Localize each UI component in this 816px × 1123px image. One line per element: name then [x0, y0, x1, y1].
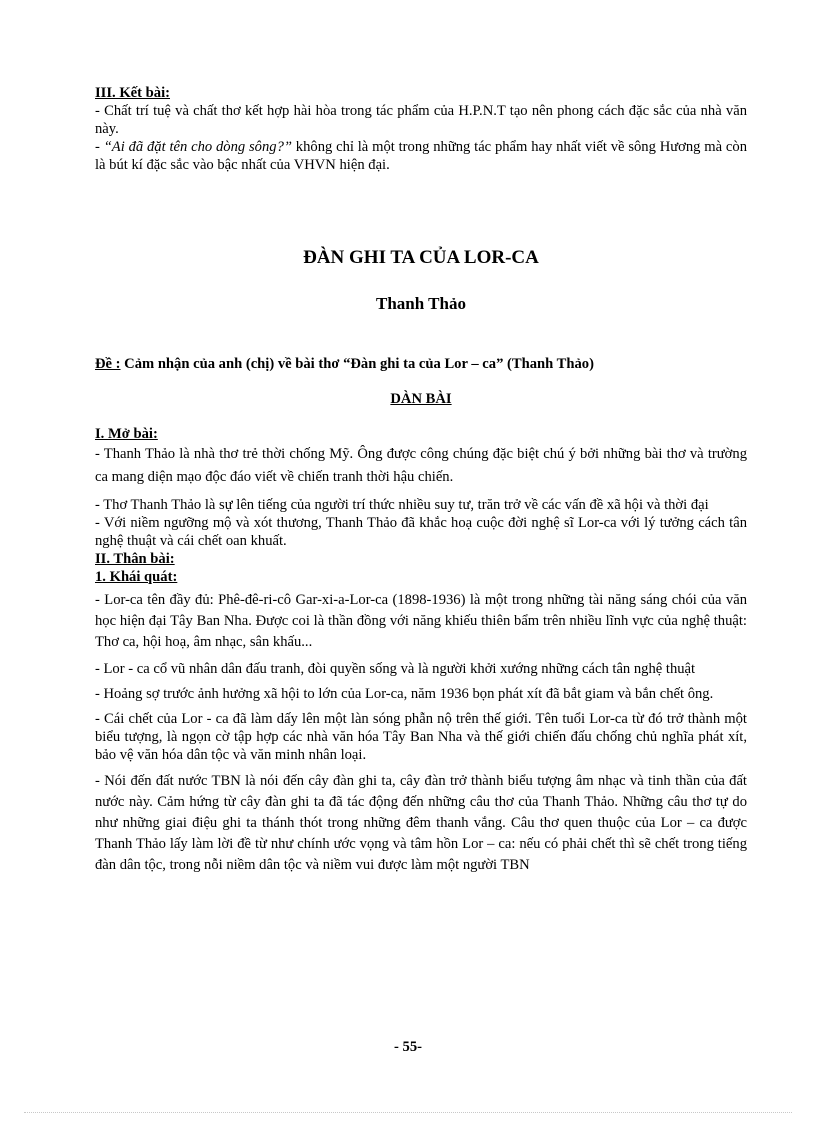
- than-bai-heading: II. Thân bài:: [95, 551, 175, 567]
- than-bai-item: - Lor - ca cổ vũ nhân dân đấu tranh, đòi quyền sống và là người khởi xướng những cách tân nghệ thuật: [95, 661, 696, 677]
- footer-divider: [24, 1112, 792, 1113]
- ket-bai-heading: III. Kết bài:: [95, 85, 170, 101]
- dash: -: [95, 139, 104, 155]
- mo-bai-item: - Thanh Thảo là nhà thơ trẻ thời chống Mỹ. Ông được công chúng đặc biệt chú ý bởi những bài thơ và trường ca mang diện mạo độc đáo viết về chiến tranh thời hậu chiến.: [95, 446, 747, 485]
- essay-topic: [95, 355, 747, 373]
- author-name: Thanh Thảo: [376, 294, 466, 313]
- page-title: ĐÀN GHI TA CỦA LOR-CA: [303, 247, 539, 268]
- than-bai-item: - Nói đến đất nước TBN là nói đến cây đàn ghi ta, cây đàn trở thành biểu tượng âm nhạc và tinh thần của đất nước này. Cảm hứng từ cây đàn ghi ta đã tác động đến những câu thơ của Thanh Thảo. Những câu thơ tự do như những giai điệu ghi ta thánh thót trong những đêm thanh vắng. Câu thơ quen thuộc của Lor – ca được Thanh Thảo lấy làm lời đề từ như chính ước vọng và tâm hồn Lor – ca: nếu có phải chết thì sẽ chết trong tiếng đàn dân tộc, trong nỗi niềm dân tộc và niềm vui được làm một người TBN: [95, 773, 747, 873]
- mo-bai-heading: I. Mở bài:: [95, 426, 158, 442]
- mo-bai-item: - Với niềm ngưỡng mộ và xót thương, Thanh Thảo đã khắc hoạ cuộc đời nghệ sĩ Lor-ca với lý tưởng cách tân nghệ thuật và cái chết oan khuất.: [95, 515, 747, 549]
- than-bai-item: - Cái chết của Lor - ca đã làm dấy lên một làn sóng phẫn nộ trên thế giới. Tên tuổi Lor-ca từ đó trở thành một biểu tượng, là ngọn cờ tập hợp các nhà văn hóa Tây Ban Nha và thế giới chiến đấu chống chủ nghĩa phát xít, bảo vệ văn hóa dân tộc và văn minh nhân loại.: [95, 711, 747, 763]
- ket-bai-paragraph-1: - Chất trí tuệ và chất thơ kết hợp hài hòa trong tác phẩm của H.P.N.T tạo nên phong cách đặc sắc của nhà văn này.: [95, 103, 747, 137]
- page-number: - 55-: [394, 1039, 422, 1055]
- topic-label: Đề :: [95, 356, 121, 372]
- page-content: [95, 84, 747, 876]
- khai-quat-heading: 1. Khái quát:: [95, 569, 178, 585]
- than-bai-item: - Lor-ca tên đầy đủ: Phê-đê-ri-cô Gar-xi-a-Lor-ca (1898-1936) là một trong những tài năng sáng chói của văn học hiện đại Tây Ban Nha. Được coi là thần đồng với năng khiếu thiên bẩm trên nhiều lĩnh vực của nghệ thuật: Thơ ca, hội hoạ, âm nhạc, sân khấu...: [95, 592, 747, 650]
- ket-bai-paragraph-2: [95, 138, 747, 174]
- ket-bai-paragraph-2-rest: không chỉ là một trong những tác phẩm hay nhất viết về sông Hương mà còn là bút kí đặc sắc vào bậc nhất của VHVN hiện đại.: [95, 139, 748, 173]
- topic-text: Cảm nhận của anh (chị) về bài thơ “Đàn ghi ta của Lor – ca” (Thanh Thảo): [120, 356, 594, 372]
- mo-bai-item: - Thơ Thanh Thảo là sự lên tiếng của người trí thức nhiều suy tư, trăn trở về các vấn đề xã hội và thời đại: [95, 497, 709, 513]
- work-title-quote: “Ai đã đặt tên cho dòng sông?”: [103, 139, 292, 155]
- than-bai-item: - Hoảng sợ trước ảnh hưởng xã hội to lớn của Lor-ca, năm 1936 bọn phát xít đã bắt giam và bắn chết ông.: [95, 686, 714, 702]
- outline-title: DÀN BÀI: [390, 391, 452, 407]
